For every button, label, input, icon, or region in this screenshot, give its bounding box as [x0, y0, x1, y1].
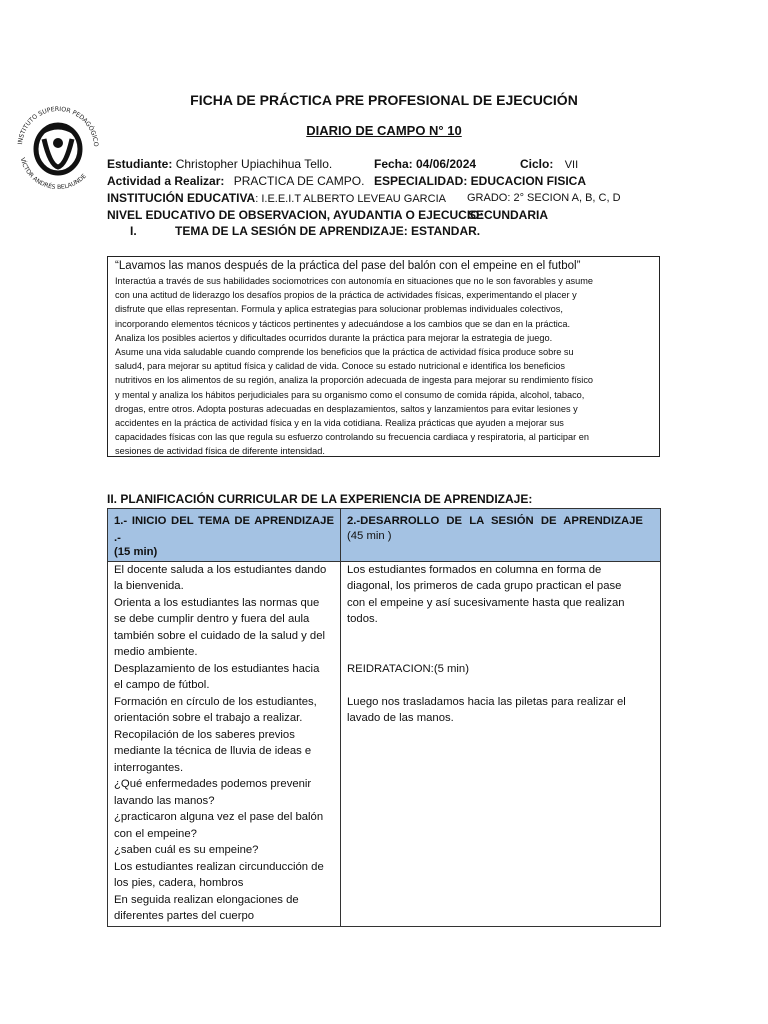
topic-text: TEMA DE LA SESIÓN DE APRENDIZAJE: ESTANDAR. — [175, 224, 481, 238]
col2-content — [341, 561, 661, 926]
text-line: el campo de fútbol. — [114, 679, 210, 691]
text-line: con una actitud de liderazgo los desafíos propios de la práctica de actividades físicas, experimentando el placer y — [115, 290, 577, 301]
text-line: Orienta a los estudiantes las normas que — [114, 596, 320, 609]
activity-label: Actividad a Realizar: — [107, 174, 225, 188]
grade-field — [467, 190, 621, 207]
document-title: FICHA DE PRÁCTICA PRE PROFESIONAL DE EJECUCIÓN — [190, 92, 578, 108]
text-line: diferentes partes del cuerpo — [114, 910, 255, 922]
text-line: interrogantes. — [114, 761, 184, 774]
text-line: con el empeine? — [114, 827, 197, 840]
cycle-field — [520, 156, 578, 174]
col1-header — [108, 509, 341, 562]
topic-line — [175, 223, 480, 240]
text-line: El docente saluda a los estudiantes dando — [114, 563, 327, 576]
date-field — [374, 156, 476, 173]
institution-label: INSTITUCIÓN EDUCATIVA — [107, 191, 256, 205]
student-label: Estudiante: — [107, 157, 173, 171]
col2-header-time: (45 min ) — [347, 529, 392, 542]
text-line: disfrute que ellas representan. Formula y aplica estrategias para solucionar problemas individuales colectivos, — [115, 304, 563, 315]
text-line: con el empeine y así sucesivamente hasta que realizan — [347, 596, 625, 609]
text-line: diagonal, los primeros de cada grupo practican el pase — [347, 580, 622, 592]
text-line: incorporando elementos técnicos y tácticos pertinentes y adecuándose a los cambios que se dan en la práctica. — [115, 318, 571, 329]
col1-content — [108, 561, 341, 926]
text-line: la bienvenida. — [114, 580, 184, 592]
text-line — [347, 628, 654, 645]
svg-text:VÍCTOR ANDRÉS BELAUNDE: VÍCTOR ANDRÉS BELAUNDE — [18, 156, 88, 192]
col1-header-title: 1.- INICIO DEL TEMA DE APRENDIZAJE .- — [114, 515, 334, 544]
col1-header-time: (15 min) — [114, 546, 158, 558]
planning-table — [107, 508, 661, 927]
text-line: En seguida realizan elongaciones de — [114, 893, 299, 906]
text-line: sesiones de actividad física de diferente intensidad. — [115, 446, 325, 457]
cycle-value: VII — [564, 159, 579, 171]
text-line: y mental y analiza los hábitos perjudiciales para su organismo como el consumo de comida rápida, alcohol, tabaco, — [115, 389, 585, 400]
text-line: todos. — [347, 613, 378, 625]
text-line: REIDRATACION:(5 min) — [347, 662, 469, 675]
text-line: Asume una vida saludable cuando comprende los beneficios que la práctica de actividad física produce sobre su — [115, 347, 574, 358]
text-line: Formación en círculo de los estudiantes, — [114, 695, 317, 708]
competency-body — [115, 274, 652, 459]
level-label: NIVEL EDUCATIVO DE OBSERVACION, AYUDANTIA O EJECUCIO: — [107, 208, 484, 222]
level-field — [468, 207, 548, 224]
institute-logo — [12, 95, 104, 195]
text-line: accidentes en la práctica de actividad física y en la vida cotidiana. Realiza prácticas que ayuden a mejorar sus — [115, 418, 564, 429]
grade-value: GRADO: 2° SECION A, B, C, D — [467, 192, 621, 204]
text-line: lavando las manos? — [114, 794, 215, 807]
text-line: Interactúa a través de sus habilidades sociomotrices con autonomía en situaciones que no le son favorables y asume — [115, 276, 594, 286]
col2-header-title: 2.-DESARROLLO DE LA SESIÓN DE APRENDIZAJE — [347, 515, 643, 527]
text-line: Recopilación de los saberes previos — [114, 728, 295, 741]
topic-number — [130, 223, 137, 240]
text-line: ¿practicaron alguna vez el pase del balón — [114, 811, 324, 823]
col2-header — [341, 509, 661, 562]
svg-text:INSTITUTO SUPERIOR PEDAGÓGICO: INSTITUTO SUPERIOR PEDAGÓGICO — [17, 105, 100, 147]
table-body-row — [108, 561, 661, 926]
cycle-label: Ciclo: — [520, 157, 554, 171]
text-line: Desplazamiento de los estudiantes hacia — [114, 662, 320, 675]
institution-value: : I.E.E.I.T ALBERTO LEVEAU GARCIA — [255, 193, 446, 205]
institution-line — [107, 190, 446, 208]
specialty-field — [374, 173, 586, 190]
activity-line — [107, 173, 364, 190]
text-line: se debe cumplir dentro y fuera del aula — [114, 613, 310, 625]
text-line: orientación sobre el trabajo a realizar. — [114, 712, 303, 724]
section-2-title: II. PLANIFICACIÓN CURRICULAR DE LA EXPERIENCIA DE APRENDIZAJE: — [107, 492, 533, 506]
competency-lead: “Lavamos las manos después de la práctica del pase del balón con el empeine en el futbol” — [115, 260, 581, 272]
specialty-label: ESPECIALIDAD: EDUCACION FISICA — [374, 174, 587, 188]
text-line — [347, 644, 654, 661]
text-line: medio ambiente. — [114, 646, 198, 658]
student-value: Christopher Upiachihua Tello. — [175, 157, 333, 171]
text-line: los pies, cadera, hombros — [114, 877, 244, 889]
date-label: Fecha: 04/06/2024 — [374, 157, 477, 171]
text-line: lavado de las manos. — [347, 712, 454, 724]
student-line — [107, 156, 332, 173]
text-line: ¿saben cuál es su empeine? — [114, 844, 259, 856]
document-subtitle: DIARIO DE CAMPO N° 10 — [306, 123, 462, 138]
text-line: también sobre el cuidado de la salud y del — [114, 629, 326, 642]
text-line — [347, 677, 654, 694]
text-line: Luego nos trasladamos hacia las piletas para realizar el — [347, 695, 626, 708]
text-line: Los estudiantes formados en columna en forma de — [347, 563, 602, 576]
level-value: SECUNDARIA — [468, 208, 549, 222]
text-line: mediante la técnica de lluvia de ideas e — [114, 745, 312, 757]
level-line — [107, 207, 484, 224]
text-line: nutritivos en los alimentos de su región, analiza la proporción adecuada de ingesta para mejorar su rendimiento físico — [115, 375, 594, 386]
text-line: ¿Qué enfermedades podemos prevenir — [114, 778, 312, 790]
text-line: salud4, para mejorar su aptitud física y calidad de vida. Conoce su estado nutricional e identifica los beneficios — [115, 361, 565, 372]
competency-box — [107, 256, 660, 457]
table-header-row — [108, 509, 661, 562]
activity-value: PRACTICA DE CAMPO. — [233, 174, 365, 188]
text-line: capacidades físicas con las que regula su esfuerzo controlando su frecuencia cardiaca y respiratoria, al participar en — [115, 432, 589, 443]
text-line: drogas, entre otros. Adopta posturas adecuadas en desplazamientos, saltos y lanzamientos para evitar lesiones y — [115, 403, 578, 414]
text-line: Los estudiantes realizan circunducción de — [114, 860, 324, 873]
topic-number-text: I. — [130, 224, 137, 238]
text-line: Analiza los posibles aciertos y dificultades ocurridos durante la práctica para mejorar la estrategia de juego. — [115, 332, 553, 343]
